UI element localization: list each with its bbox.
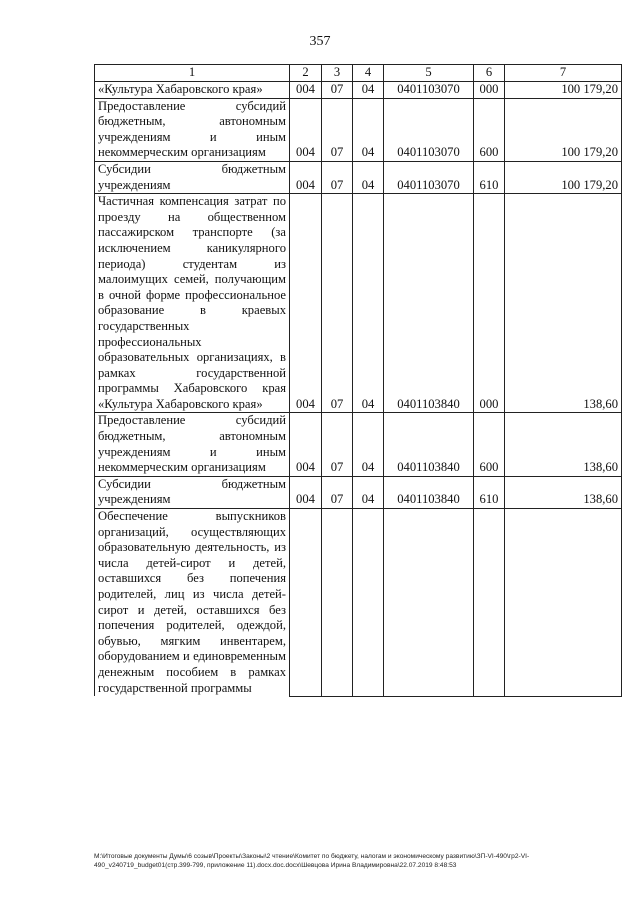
- header-col-6: 6: [474, 65, 505, 82]
- row-name: Предоставление субсидий бюджетным, автономным учреждениям и иным некоммерческим организациям: [95, 413, 290, 476]
- row-code-target: 0401103840: [384, 194, 474, 413]
- row-code-section: 07: [322, 476, 353, 508]
- table-header-row: [95, 65, 622, 82]
- row-code-ministry: 004: [290, 161, 322, 193]
- row-name: «Культура Хабаровского края»: [95, 82, 290, 99]
- header-col-4: 4: [353, 65, 384, 82]
- row-code-expense-type: 600: [474, 98, 505, 161]
- row-code-target: 0401103840: [384, 413, 474, 476]
- row-code-expense-type: 000: [474, 194, 505, 413]
- row-code-section: 07: [322, 98, 353, 161]
- row-code-target: 0401103840: [384, 476, 474, 508]
- row-amount: 138,60: [505, 476, 622, 508]
- table-row: [95, 509, 622, 697]
- row-code-subsection: 04: [353, 194, 384, 413]
- row-name: Субсидии бюджетным учреждениям: [95, 476, 290, 508]
- row-code-section: 07: [322, 194, 353, 413]
- row-code-expense-type: 600: [474, 413, 505, 476]
- header-col-1: 1: [95, 65, 290, 82]
- row-code-section: 07: [322, 413, 353, 476]
- row-name: Предоставление субсидий бюджетным, автономным учреждениям и иным некоммерческим организациям: [95, 98, 290, 161]
- row-code-ministry: 004: [290, 98, 322, 161]
- row-name: Субсидии бюджетным учреждениям: [95, 161, 290, 193]
- row-code-target: [384, 509, 474, 697]
- row-code-expense-type: 610: [474, 476, 505, 508]
- row-code-subsection: 04: [353, 476, 384, 508]
- table-row: [95, 194, 622, 413]
- row-code-target: 0401103070: [384, 98, 474, 161]
- row-amount: 138,60: [505, 194, 622, 413]
- row-code-ministry: 004: [290, 413, 322, 476]
- row-amount: 138,60: [505, 413, 622, 476]
- row-code-subsection: 04: [353, 161, 384, 193]
- row-code-subsection: 04: [353, 82, 384, 99]
- row-name: Обеспечение выпускников организаций, осуществляющих образовательную деятельность, из числа детей-сирот и детей, оставшихся без попечения родителей, лиц из числа детей-сирот и детей, оставшихся без попечения родителей, одеждой, обувью, мягким инвентарем, оборудованием и единовременным денежным пособием в рамках государственной программы: [95, 509, 290, 697]
- header-col-5: 5: [384, 65, 474, 82]
- row-code-section: [322, 509, 353, 697]
- page-number: 357: [309, 34, 331, 49]
- row-code-expense-type: [474, 509, 505, 697]
- row-code-expense-type: 610: [474, 161, 505, 193]
- row-code-subsection: [353, 509, 384, 697]
- row-code-ministry: 004: [290, 82, 322, 99]
- header-col-7: 7: [505, 65, 622, 82]
- row-code-target: 0401103070: [384, 161, 474, 193]
- header-col-2: 2: [290, 65, 322, 82]
- table-row: [95, 413, 622, 476]
- row-code-ministry: 004: [290, 194, 322, 413]
- header-col-3: 3: [322, 65, 353, 82]
- document-footer-path: М:\Итоговые документы Думы\6 созыв\Проекты\Законы\2 чтение\Комитет по бюджету, налогам и экономическому развитию\ЗП-VI-490\гр2-VI-490_v240719_budget01(стр.399-799, приложение 11).docx.doc.docx\Шевцова Ирина Владимировна\22.07.2019 8:48:53: [94, 853, 530, 869]
- table-row: [95, 98, 622, 161]
- row-code-section: 07: [322, 161, 353, 193]
- budget-table: [94, 64, 622, 697]
- row-amount: 100 179,20: [505, 161, 622, 193]
- row-code-ministry: 004: [290, 476, 322, 508]
- row-name: Частичная компенсация затрат по проезду на общественном пассажирском транспорте (за исключением каникулярного периода) студентам из малоимущих семей, получающим в очной форме профессиональное образование в краевых государственных профессиональных образовательных организациях, в рамках государственной программы Хабаровского края «Культура Хабаровского края»: [95, 194, 290, 413]
- row-amount: 100 179,20: [505, 82, 622, 99]
- table-row: [95, 161, 622, 193]
- table-row: [95, 82, 622, 99]
- row-code-ministry: [290, 509, 322, 697]
- row-code-subsection: 04: [353, 413, 384, 476]
- row-code-subsection: 04: [353, 98, 384, 161]
- table-row: [95, 476, 622, 508]
- row-code-target: 0401103070: [384, 82, 474, 99]
- row-code-section: 07: [322, 82, 353, 99]
- row-code-expense-type: 000: [474, 82, 505, 99]
- row-amount: 100 179,20: [505, 98, 622, 161]
- row-amount: [505, 509, 622, 697]
